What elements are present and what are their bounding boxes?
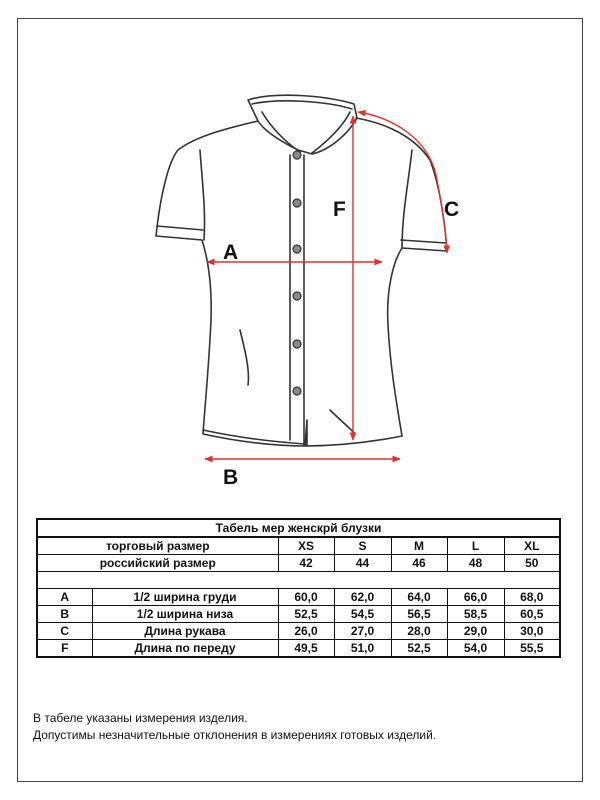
button-2 (293, 199, 301, 207)
row-value: 30,0 (504, 623, 560, 640)
row-value: 68,0 (504, 589, 560, 606)
spacer-row (37, 572, 560, 589)
row-value: 62,0 (334, 589, 391, 606)
trade-size-cell: M (391, 537, 447, 555)
table-row (37, 589, 560, 606)
row-code: C (37, 623, 92, 640)
row-value: 56,5 (391, 606, 447, 623)
row-value: 52,5 (391, 640, 447, 658)
trade-size-row (37, 537, 560, 555)
table-row (37, 623, 560, 640)
row-code: F (37, 640, 92, 658)
row-value: 54,5 (334, 606, 391, 623)
notes (33, 710, 436, 744)
button-6 (293, 387, 301, 395)
row-code: A (37, 589, 92, 606)
row-value: 28,0 (391, 623, 447, 640)
label-a: A (223, 241, 239, 264)
row-value: 51,0 (334, 640, 391, 658)
blouse-outline (156, 95, 447, 446)
ru-size-cell: 44 (334, 555, 391, 572)
label-f: F (333, 198, 346, 221)
row-value: 49,5 (278, 640, 334, 658)
ru-size-row (37, 555, 560, 572)
trade-size-cell: S (334, 537, 391, 555)
ru-size-cell: 46 (391, 555, 447, 572)
row-name: Длина по переду (92, 640, 278, 658)
row-name: 1/2 ширина груди (92, 589, 278, 606)
row-value: 27,0 (334, 623, 391, 640)
row-value: 60,5 (504, 606, 560, 623)
button-5 (293, 340, 301, 348)
note-line-1: В табеле указаны измерения изделия. (33, 711, 248, 725)
button-3 (293, 245, 301, 253)
row-value: 26,0 (278, 623, 334, 640)
table-row (37, 606, 560, 623)
ru-size-label: российский размер (37, 555, 278, 572)
note-line-2: Допустимы незначительные отклонения в измерениях готовых изделий. (33, 728, 437, 742)
trade-size-cell: XS (278, 537, 334, 555)
ru-size-cell: 48 (447, 555, 504, 572)
table-title: Табель мер женскрй блузки (37, 519, 560, 537)
button-4 (293, 292, 301, 300)
row-value: 29,0 (447, 623, 504, 640)
row-code: B (37, 606, 92, 623)
button-1 (293, 151, 301, 159)
buttons (293, 151, 301, 395)
label-c: C (444, 198, 460, 221)
row-name: Длина рукава (92, 623, 278, 640)
row-value: 54,0 (447, 640, 504, 658)
row-value: 66,0 (447, 589, 504, 606)
trade-size-label: торговый размер (37, 537, 278, 555)
row-value: 52,5 (278, 606, 334, 623)
row-name: 1/2 ширина низа (92, 606, 278, 623)
row-value: 58,5 (447, 606, 504, 623)
table-row (37, 640, 560, 658)
label-b: B (223, 466, 239, 489)
ru-size-cell: 42 (278, 555, 334, 572)
size-table (36, 518, 561, 658)
ru-size-cell: 50 (504, 555, 560, 572)
trade-size-cell: L (447, 537, 504, 555)
trade-size-cell: XL (504, 537, 560, 555)
row-value: 60,0 (278, 589, 334, 606)
spacer-cell (37, 572, 560, 589)
row-value: 55,5 (504, 640, 560, 658)
row-value: 64,0 (391, 589, 447, 606)
